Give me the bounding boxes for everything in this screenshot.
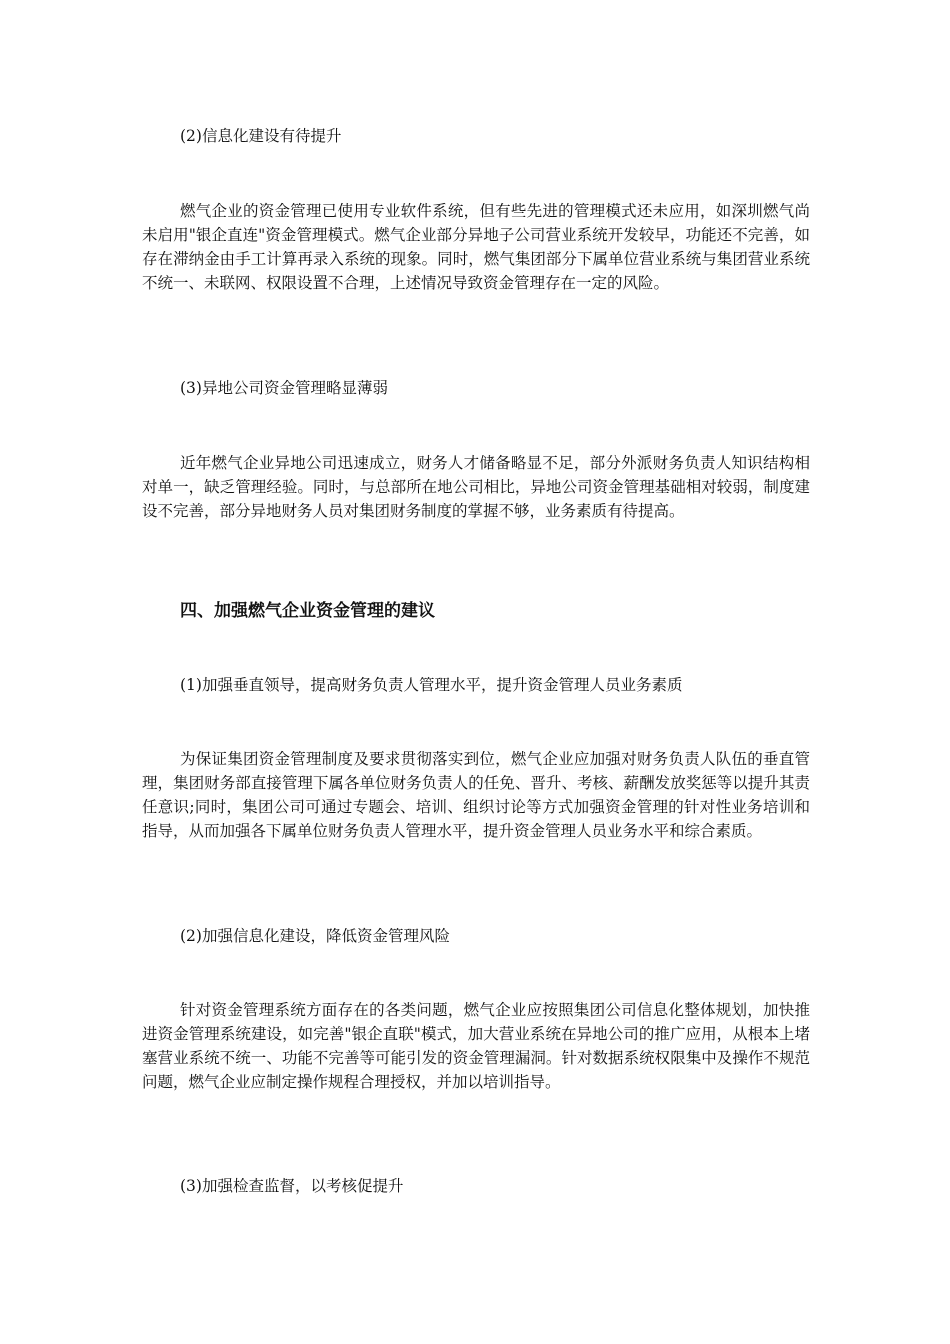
subheading-vertical-leadership: (1)加强垂直领导，提高财务负责人管理水平，提升资金管理人员业务素质: [180, 676, 683, 694]
subheading-strengthen-informatization: (2)加强信息化建设，降低资金管理风险: [180, 927, 450, 945]
subheading-remote-companies: (3)异地公司资金管理略显薄弱: [180, 379, 388, 397]
paragraph-remote-companies: 近年燃气企业异地公司迅速成立，财务人才储备略显不足，部分外派财务负责人知识结构相对单一，缺乏管理经验。同时，与总部所在地公司相比，异地公司资金管理基础相对较弱，制度建设不完善，部分异地财务人员对集团财务制度的掌握不够，业务素质有待提高。: [142, 454, 810, 520]
subheading-informatization: (2)信息化建设有待提升: [180, 127, 342, 145]
section-heading: 四、加强燃气企业资金管理的建议: [180, 601, 435, 621]
subheading-inspection-supervision: (3)加强检查监督，以考核促提升: [180, 1177, 404, 1195]
paragraph-strengthen-informatization: 针对资金管理系统方面存在的各类问题，燃气企业应按照集团公司信息化整体规划，加快推进资金管理系统建设，如完善"银企直联"模式，加大营业系统在异地公司的推广应用，从根本上堵塞营业系统不统一、功能不完善等可能引发的资金管理漏洞。针对数据系统权限集中及操作不规范问题，燃气企业应制定操作规程合理授权，并加以培训指导。: [142, 1001, 810, 1091]
paragraph-informatization: 燃气企业的资金管理已使用专业软件系统，但有些先进的管理模式还未应用，如深圳燃气尚未启用"银企直连"资金管理模式。燃气企业部分异地子公司营业系统开发较早，功能还不完善，如存在滞纳金由手工计算再录入系统的现象。同时，燃气集团部分下属单位营业系统与集团营业系统不统一、未联网、权限设置不合理，上述情况导致资金管理存在一定的风险。: [142, 202, 810, 292]
paragraph-vertical-leadership: 为保证集团资金管理制度及要求贯彻落实到位，燃气企业应加强对财务负责人队伍的垂直管理，集团财务部直接管理下属各单位财务负责人的任免、晋升、考核、薪酬发放奖惩等以提升其责任意识;同时，集团公司可通过专题会、培训、组织讨论等方式加强资金管理的针对性业务培训和指导，从而加强各下属单位财务负责人管理水平，提升资金管理人员业务水平和综合素质。: [142, 750, 810, 840]
